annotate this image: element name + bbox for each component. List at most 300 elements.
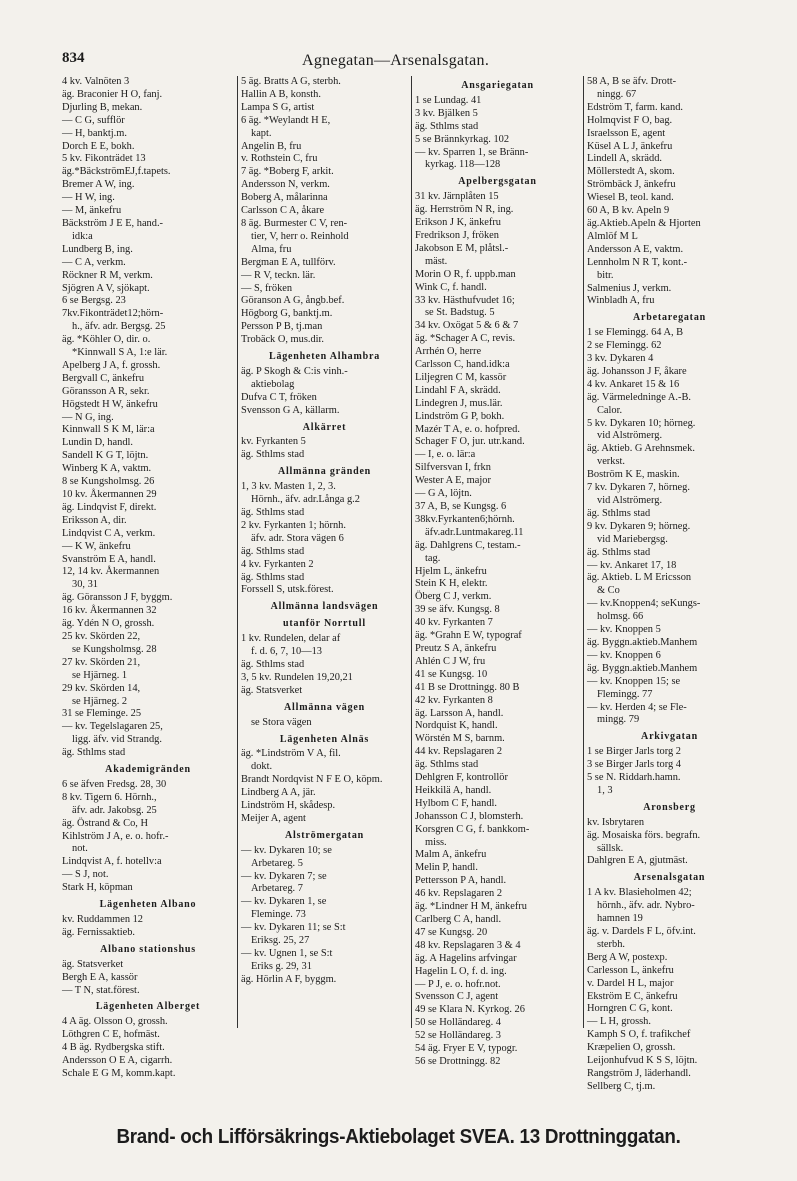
- directory-entry: bitr.: [597, 269, 614, 281]
- directory-entry: äg. Byggn.aktieb.Manhem: [587, 636, 698, 648]
- directory-entry: Carlesson L, änkefru: [587, 964, 674, 976]
- directory-entry: 1 se Birger Jarls torg 2: [587, 746, 681, 758]
- directory-entry: äg. Braconier H O, fanj.: [62, 88, 163, 100]
- directory-entry: Jakobson E M, plåtsl.-: [415, 242, 509, 254]
- directory-entry: hamnen 19: [597, 913, 643, 925]
- directory-entry: 7 kv. Dykaren 7, hörneg.: [587, 482, 690, 494]
- directory-entry: äg. A Hagelins arfvingar: [415, 952, 517, 964]
- directory-entry: 3 kv. Bjälken 5: [415, 107, 478, 119]
- directory-entry: 1, 3: [597, 784, 613, 796]
- street-heading: Alkärret: [302, 421, 347, 433]
- directory-entry: — L H, grossh.: [587, 1016, 651, 1028]
- directory-entry: äfv.adr.Luntmakareg.11: [425, 526, 524, 538]
- directory-entry: 4 B äg. Rydbergska stift.: [62, 1042, 165, 1054]
- directory-entry: äg.*BäckströmEJ,f.tapets.: [62, 166, 171, 178]
- directory-entry: vid Mariebergsg.: [597, 533, 668, 545]
- directory-entry: — T N, stat.förest.: [62, 984, 140, 996]
- directory-entry: 25 kv. Skörden 22,: [62, 630, 141, 642]
- directory-entry: — S J, not.: [62, 869, 109, 881]
- directory-entry: Israelsson E, agent: [587, 127, 666, 139]
- directory-entry: & Co: [597, 585, 620, 597]
- directory-entry: Lindberg A A, jär.: [241, 787, 316, 799]
- directory-entry: äg. *Köhler O, dir. o.: [62, 334, 151, 346]
- directory-entry: äg. Larsson A, handl.: [415, 707, 504, 719]
- directory-entry: Dufva C T, fröken: [241, 391, 317, 403]
- directory-entry: Lindegren J, mus.lär.: [415, 397, 503, 409]
- directory-entry: 9 kv. Dykaren 9; hörneg.: [587, 520, 691, 532]
- directory-entry: h., äfv. adr. Bergsg. 25: [72, 321, 166, 333]
- directory-entry: Trobäck O, mus.dir.: [241, 334, 325, 346]
- directory-entry: tier, V, herr o. Reinhold: [251, 230, 349, 242]
- directory-entry: 8 äg. Burmester C V, ren-: [241, 217, 348, 229]
- directory-entry: — kv. Knoppen 5: [587, 624, 661, 636]
- directory-entry: Kihlström J A, e. o. hofr.-: [62, 830, 169, 842]
- directory-entry: äg. v. Dardels F L, öfv.int.: [587, 926, 696, 937]
- directory-entry: 5 se N. Riddarh.hamn.: [587, 772, 681, 784]
- page-number: 834: [62, 50, 85, 66]
- directory-entry: 52 se Holländareg. 3: [415, 1030, 501, 1042]
- running-title: Agnegatan—Arsenalsgatan.: [302, 52, 490, 69]
- directory-entry: se Hjärneg. 2: [72, 695, 128, 707]
- directory-entry: 3 kv. Dykaren 4: [587, 353, 654, 365]
- directory-entry: äg. Herrström N R, ing.: [415, 204, 514, 216]
- directory-entry: äg. Värmeledninge A.-B.: [587, 391, 691, 403]
- directory-entry: kyrkag. 118—128: [425, 159, 501, 171]
- directory-entry: mingg. 79: [597, 714, 640, 726]
- directory-entry: Ekström E C, änkefru: [587, 990, 678, 1002]
- directory-entry: — G A, löjtn.: [415, 488, 472, 500]
- directory-entry: — kv. Dykaren 1, se: [241, 896, 327, 908]
- directory-entry: äfv. adr. Jakobsg. 25: [72, 804, 157, 816]
- directory-entry: Lindahl F A, skrädd.: [415, 384, 501, 396]
- directory-entry: Küsel A L J, änkefru: [587, 140, 673, 152]
- directory-entry: äg. Hörlin A F, byggm.: [241, 973, 337, 985]
- street-heading: Allmänna landsvägen: [270, 601, 379, 613]
- directory-entry: dokt.: [251, 761, 273, 773]
- directory-entry: — kv. Dykaren 7; se: [241, 870, 327, 882]
- directory-entry: äg. Dahlgrens C, testam.-: [415, 539, 521, 551]
- directory-entry: 7 äg. *Boberg F, arkit.: [241, 166, 334, 178]
- directory-entry: Kræpelien O, grossh.: [587, 1042, 676, 1054]
- directory-entry: Wörstén M S, barnm.: [415, 733, 505, 745]
- directory-entry: Andersson A E, vaktm.: [587, 243, 684, 255]
- directory-entry: 5 äg. Bratts A G, sterbh.: [241, 76, 341, 87]
- directory-entry: äg. Ydén N O, grossh.: [62, 618, 155, 630]
- directory-entry: 34 kv. Oxögat 5 & 6 & 7: [415, 320, 519, 332]
- directory-entry: äg. *Lindström V A, fil.: [241, 748, 341, 760]
- directory-entry: Stark H, köpman: [62, 882, 133, 894]
- column-1: [62, 76, 237, 1079]
- directory-entry: se Hjärneg. 1: [72, 669, 128, 681]
- directory-entry: äg. Mosaiska förs. begrafn.: [587, 829, 701, 841]
- directory-entry: — R V, teckn. lär.: [241, 269, 316, 281]
- street-heading: Aronsberg: [643, 801, 696, 813]
- directory-entry: 5 kv. Fikonträdet 13: [62, 153, 146, 165]
- directory-entry: Djurling B, mekan.: [62, 101, 143, 113]
- directory-entry: Brandt Nordqvist N F E O, köpm.: [241, 774, 383, 786]
- directory-entry: Sellberg C, tj.m.: [587, 1080, 656, 1092]
- directory-entry: äg. Byggn.aktieb.Manhem: [587, 662, 698, 674]
- directory-entry: Arrhén O, herre: [415, 346, 482, 358]
- directory-entry: Leijonhufvud K S S, löjtn.: [587, 1055, 698, 1067]
- directory-entry: Alma, fru: [251, 243, 292, 255]
- directory-entry: 4 A äg. Olsson O, grossh.: [62, 1016, 168, 1028]
- directory-entry: Holmqvist F O, bag.: [587, 114, 673, 126]
- directory-entry: Mazér T A, e. o. hofpred.: [415, 423, 520, 435]
- directory-entry: 39 se äfv. Kungsg. 8: [415, 604, 500, 616]
- directory-entry: Fleminge. 73: [251, 909, 306, 921]
- directory-entry: 29 kv. Skörden 14,: [62, 682, 141, 694]
- directory-entry: 1 se Lundag. 41: [415, 94, 482, 106]
- directory-entry: Lindström G P, bokh.: [415, 410, 505, 422]
- directory-entry: Lindström H, skådesp.: [241, 800, 336, 812]
- directory-entry: — H, banktj.m.: [62, 127, 127, 139]
- directory-entry: Hallin A B, konsth.: [241, 88, 321, 100]
- directory-entry: kv. Fyrkanten 5: [241, 436, 306, 448]
- directory-entry: Eriksson A, dir.: [62, 514, 127, 526]
- directory-entry: 58 A, B se äfv. Drott-: [587, 76, 677, 87]
- directory-entry: sällsk.: [597, 842, 624, 854]
- directory-entry: Stein K H, elektr.: [415, 578, 488, 590]
- directory-entry: 16 kv. Åkermannen 32: [62, 605, 157, 617]
- directory-entry: ligg. äfv. vid Strandg.: [72, 734, 162, 746]
- directory-entry: Lindell A, skrädd.: [587, 153, 663, 165]
- directory-entry: Forssell S, utsk.förest.: [241, 584, 334, 596]
- directory-entry: 12, 14 kv. Åkermannen: [62, 566, 160, 578]
- page-header: [62, 48, 747, 76]
- directory-entry: kv. Ruddammen 12: [62, 914, 143, 925]
- directory-entry: äg. Johansson J F, åkare: [587, 365, 687, 377]
- directory-entry: äg. Sthlms stad: [62, 747, 126, 759]
- directory-entry: Lindqvist A, f. hotellv:a: [62, 856, 162, 868]
- directory-entry: äg. Östrand & Co, H: [62, 817, 149, 829]
- directory-entry: Löthgren C E, hofmäst.: [62, 1029, 160, 1041]
- directory-entry: Silfversvan I, frkn: [415, 462, 491, 474]
- directory-entry: — kv. Knoppen 15; se: [587, 675, 681, 687]
- directory-entry: Eriksg. 25, 27: [251, 935, 310, 947]
- directory-entry: äg. Sthlms stad: [415, 759, 479, 771]
- directory-entry: Sjögren A V, sjökapt.: [62, 282, 150, 294]
- directory-entry: Fredrikson J, fröken: [415, 229, 499, 241]
- directory-entry: Boberg A, målarinna: [241, 192, 328, 204]
- directory-entry: äg. Göransson J F, byggm.: [62, 592, 173, 604]
- directory-entry: Lundin D, handl.: [62, 437, 133, 449]
- directory-entry: — kv. Dykaren 10; se: [241, 844, 332, 856]
- directory-entry: hörnh., äfv. adr. Nybro-: [597, 900, 695, 912]
- directory-entry: Hjelm L, änkefru: [415, 565, 487, 577]
- directory-entry: Göranson A G, ångb.bef.: [241, 295, 345, 307]
- directory-entry: 44 kv. Repslagaren 2: [415, 746, 503, 758]
- directory-entry: 1 A kv. Blasieholmen 42;: [587, 887, 692, 899]
- directory-entry: äg. Sthlms stad: [587, 507, 651, 519]
- directory-entry: 6 se Bergsg. 23: [62, 295, 126, 307]
- directory-entry: Sandell K G T, löjtn.: [62, 450, 149, 462]
- directory-entry: 50 se Holländareg. 4: [415, 1017, 501, 1029]
- directory-entry: äg. Sthlms stad: [587, 546, 651, 558]
- directory-entry: 4 kv. Fyrkanten 2: [241, 558, 314, 570]
- directory-entry: Bergvall C, änkefru: [62, 372, 145, 384]
- directory-entry: se Stora vägen: [251, 716, 312, 728]
- directory-entry: äg. Sthlms stad: [241, 658, 305, 670]
- directory-entry: äg. Lindqvist F, direkt.: [62, 501, 157, 513]
- directory-entry: aktiebolag: [251, 378, 295, 390]
- street-heading: Akademigränden: [105, 764, 191, 776]
- directory-entry: — kv. Tegelslagaren 25,: [62, 721, 163, 733]
- directory-entry: kapt.: [251, 127, 272, 139]
- directory-entry: — kv. Ankaret 17, 18: [587, 559, 677, 571]
- directory-entry: Arbetareg. 5: [251, 857, 303, 869]
- directory-entry: Bergman E A, tullförv.: [241, 256, 336, 268]
- directory-entry: — kv. Dykaren 11; se S:t: [241, 922, 346, 934]
- directory-entry: vid Alströmerg.: [597, 495, 663, 506]
- directory-entry: äg. Sthlms stad: [241, 507, 305, 518]
- directory-entry: — M, änkefru: [62, 205, 122, 217]
- directory-entry: 48 kv. Repslagaren 3 & 4: [415, 939, 521, 951]
- directory-entry: 5 kv. Dykaren 10; hörneg.: [587, 417, 696, 429]
- directory-columns: [62, 76, 752, 1092]
- directory-entry: Wink C, f. handl.: [415, 281, 487, 293]
- directory-entry: Bergh E A, kassör: [62, 971, 138, 983]
- directory-entry: Berg A W, postexp.: [587, 951, 668, 963]
- directory-entry: Apelberg J A, f. grossh.: [62, 359, 161, 371]
- directory-entry: 1 kv. Rundelen, delar af: [241, 633, 341, 645]
- directory-entry: 31 kv. Järnplåten 15: [415, 191, 499, 203]
- directory-entry: Rangström J, läderhandl.: [587, 1067, 691, 1079]
- directory-entry: verkst.: [597, 456, 625, 468]
- directory-entry: 31 se Fleminge. 25: [62, 708, 142, 720]
- directory-entry: kv. Isbrytaren: [587, 816, 645, 828]
- directory-entry: äg. Aktieb. G Arehnsmek.: [587, 443, 695, 455]
- street-heading: Arsenalsgatan: [633, 872, 706, 884]
- directory-entry: — kv. Sparren 1, se Bränn-: [415, 146, 529, 158]
- directory-entry: vid Alströmerg.: [597, 430, 663, 442]
- directory-entry: Preutz S A, änkefru: [415, 642, 497, 654]
- directory-entry: 2 kv. Fyrkanten 1; hörnh.: [241, 519, 346, 531]
- directory-entry: Edström T, farm. kand.: [587, 101, 683, 113]
- directory-entry: miss.: [425, 836, 447, 848]
- directory-entry: 1 se Flemingg. 64 A, B: [587, 327, 684, 339]
- directory-entry: 5 se Brännkyrkag. 102: [415, 133, 510, 145]
- directory-entry: Dahlgren E A, gjutmäst.: [587, 855, 688, 867]
- directory-entry: v. Rothstein C, fru: [241, 153, 318, 165]
- directory-entry: not.: [72, 843, 88, 855]
- directory-entry: v. Dardel H L, major: [587, 977, 674, 989]
- directory-entry: 4 kv. Ankaret 15 & 16: [587, 378, 680, 390]
- directory-entry: Arbetareg. 7: [251, 883, 303, 895]
- directory-entry: 8 se Kungsholmsg. 26: [62, 476, 155, 488]
- directory-entry: äg. P Skogh & C:is vinh.-: [241, 365, 348, 377]
- directory-entry: Boström K E, maskin.: [587, 469, 680, 481]
- directory-entry: äg. Statsverket: [62, 958, 124, 970]
- directory-entry: Almlöf M L: [587, 230, 638, 242]
- directory-entry: Korsgren C G, f. bankkom-: [415, 823, 530, 835]
- directory-entry: idk:a: [72, 230, 93, 242]
- directory-entry: Röckner R M, verkm.: [62, 269, 153, 281]
- directory-entry: Ahlén C J W, fru: [415, 655, 486, 667]
- directory-entry: Hörnh., äfv. adr.Långa g.2: [251, 494, 360, 506]
- directory-entry: Andersson O E A, cigarrh.: [62, 1055, 173, 1067]
- directory-entry: Eriks g. 29, 31: [251, 960, 312, 972]
- directory-entry: — S, fröken: [241, 282, 293, 294]
- directory-entry: 54 äg. Fryer E V, typogr.: [415, 1043, 518, 1055]
- directory-entry: — K W, änkefru: [62, 540, 131, 552]
- directory-entry: Persson P B, tj.man: [241, 321, 323, 333]
- directory-entry: Andersson N, verkm.: [241, 179, 330, 191]
- advertisement-footer: Brand- och Lifförsäkrings-Aktiebolaget SVEA. 13 Drottninggatan.: [116, 1126, 681, 1148]
- directory-entry: Strömbäck J, änkefru: [587, 179, 676, 191]
- directory-entry: 38kv.Fyrkanten6;hörnh.: [415, 513, 515, 525]
- directory-entry: 40 kv. Fyrkanten 7: [415, 617, 493, 629]
- directory-entry: äg. *Grahn E W, typograf: [415, 630, 522, 642]
- directory-entry: Dorch E E, bokh.: [62, 140, 135, 152]
- directory-entry: Möllerstedt A, skom.: [587, 166, 675, 178]
- directory-entry: Winbladh A, fru: [587, 295, 655, 307]
- directory-entry: 10 kv. Åkermannen 29: [62, 489, 157, 500]
- directory-entry: — I, e. o. lär:a: [415, 449, 476, 461]
- directory-entry: Carlberg C A, handl.: [415, 914, 502, 925]
- directory-entry: Carlsson C, hand.idk:a: [415, 359, 510, 371]
- directory-entry: äg.Aktieb.Apeln & Hjorten: [587, 217, 701, 229]
- street-heading: Arkivgatan: [641, 731, 698, 743]
- directory-entry: Öberg C J, verkm.: [415, 591, 492, 603]
- directory-entry: 1, 3 kv. Masten 1, 2, 3.: [241, 481, 336, 493]
- directory-entry: 30, 31: [72, 579, 98, 591]
- directory-entry: 49 se Klara N. Kyrkog. 26: [415, 1004, 525, 1016]
- directory-entry: äg. Statsverket: [241, 684, 303, 696]
- street-heading: Allmänna vägen: [284, 701, 365, 713]
- directory-entry: Meijer A, agent: [241, 812, 306, 824]
- directory-entry: äg. *Lindner H M, änkefru: [415, 901, 527, 913]
- column-4: [583, 76, 752, 1092]
- directory-entry: Salmenius J, verkm.: [587, 282, 672, 294]
- directory-entry: ningg. 67: [597, 88, 637, 100]
- directory-entry: äg. Sthlms stad: [415, 120, 479, 132]
- directory-entry: 42 kv. Fyrkanten 8: [415, 694, 493, 706]
- directory-entry: 6 se äfven Fredsg. 28, 30: [62, 778, 167, 790]
- street-heading: Lägenheten Alberget: [95, 1001, 201, 1013]
- directory-entry: Wester A E, major: [415, 475, 491, 487]
- directory-entry: Högstedt H W, änkefru: [62, 398, 158, 410]
- street-heading: Allmänna gränden: [277, 466, 372, 478]
- directory-entry: Bremer A W, ing.: [62, 179, 135, 191]
- directory-entry: holmsg. 66: [597, 611, 644, 623]
- directory-entry: Högborg G, banktj.m.: [241, 308, 333, 320]
- directory-entry: Johansson C J, blomsterh.: [415, 810, 524, 822]
- directory-entry: Morin O R, f. uppb.man: [415, 268, 516, 280]
- directory-entry: — kv. Knoppen 6: [587, 649, 661, 661]
- directory-entry: äg. *Schager A C, revis.: [415, 333, 516, 345]
- directory-entry: Kamph S O, f. trafikchef: [587, 1029, 691, 1041]
- column-2: [237, 76, 411, 1028]
- directory-entry: äfv. adr. Stora vägen 6: [251, 532, 344, 544]
- directory-entry: 2 se Flemingg. 62: [587, 340, 662, 352]
- directory-entry: Horngren C G, kont.: [587, 1003, 673, 1015]
- directory-entry: äg. Sthlms stad: [241, 545, 305, 557]
- directory-entry: äg. Sthlms stad: [241, 449, 305, 461]
- directory-entry: — C G, sufflör: [62, 114, 125, 126]
- directory-entry: — kv. Herden 4; se Fle-: [587, 701, 687, 713]
- directory-entry: 56 se Drottningg. 82: [415, 1055, 501, 1067]
- directory-entry: — kv.Knoppen4; seKungs-: [587, 598, 701, 610]
- directory-entry: Erikson J K, änkefru: [415, 217, 501, 229]
- directory-entry: Svanström E A, handl.: [62, 553, 156, 565]
- street-heading: Apelbergsgatan: [458, 176, 537, 188]
- directory-entry: Carlsson C A, åkare: [241, 205, 325, 217]
- directory-entry: *Kinnwall S A, 1:e lär.: [72, 347, 168, 359]
- directory-entry: äg. Aktieb. L M Ericsson: [587, 572, 692, 584]
- directory-entry: Winberg K A, vaktm.: [62, 463, 152, 475]
- directory-entry: sterbh.: [597, 938, 625, 950]
- directory-entry: — C A, verkm.: [62, 256, 126, 268]
- directory-entry: — kv. Ugnen 1, se S:t: [241, 948, 333, 959]
- directory-entry: 41 B se Drottningg. 80 B: [415, 681, 520, 693]
- directory-entry: 27 kv. Skörden 21,: [62, 656, 141, 668]
- street-heading: Albano stationshus: [100, 943, 196, 955]
- directory-entry: Wiesel B, teol. kand.: [587, 192, 674, 204]
- directory-entry: se St. Badstug. 5: [425, 307, 495, 319]
- directory-entry: Lennholm N R T, kont.-: [587, 256, 688, 268]
- street-heading: Alströmergatan: [285, 829, 364, 841]
- directory-entry: Calor.: [597, 404, 623, 416]
- directory-entry: 3, 5 kv. Rundelen 19,20,21: [241, 671, 353, 683]
- directory-entry: Svensson C J, agent: [415, 991, 499, 1003]
- directory-entry: Angelin B, fru: [241, 140, 302, 152]
- directory-entry: tag.: [425, 552, 441, 564]
- directory-entry: 37 A, B, se Kungsg. 6: [415, 501, 507, 512]
- column-3: [411, 76, 583, 1067]
- directory-entry: 4 kv. Valnöten 3: [62, 76, 130, 87]
- directory-entry: Svensson G A, källarm.: [241, 404, 340, 416]
- directory-entry: 3 se Birger Jarls torg 4: [587, 759, 681, 771]
- directory-entry: Pettersson P A, handl.: [415, 875, 507, 887]
- directory-entry: Malm A, änkefru: [415, 849, 487, 861]
- directory-entry: — P J, e. o. hofr.not.: [415, 978, 501, 990]
- directory-entry: Lindqvist C A, verkm.: [62, 527, 156, 539]
- directory-entry: — H W, ing.: [62, 192, 115, 204]
- directory-entry: Melin P, handl.: [415, 862, 478, 874]
- directory-entry: Nordquist K, handl.: [415, 720, 498, 732]
- directory-entry: Lampa S G, artist: [241, 101, 315, 113]
- directory-entry: Hagelin L O, f. d. ing.: [415, 965, 507, 977]
- street-heading: Lägenheten Alhambra: [268, 351, 381, 363]
- directory-entry: Schager F O, jur. utr.kand.: [415, 436, 525, 448]
- directory-entry: Liljegren C M, kassör: [415, 371, 507, 383]
- directory-entry: Göransson A R, sekr.: [62, 385, 150, 397]
- directory-entry: äg. Sthlms stad: [241, 571, 305, 583]
- directory-entry: Flemingg. 77: [597, 688, 653, 700]
- directory-entry: 41 se Kungsg. 10: [415, 668, 488, 680]
- directory-entry: se Kungsholmsg. 28: [72, 643, 157, 655]
- directory-entry: äg. Fernissaktieb.: [62, 926, 136, 938]
- directory-entry: 33 kv. Hästhufvudet 16;: [415, 294, 515, 306]
- street-heading: Arbetaregatan: [633, 312, 706, 324]
- directory-entry: — N G, ing.: [62, 411, 114, 423]
- directory-entry: 60 A, B kv. Apeln 9: [587, 205, 670, 217]
- street-heading: utanför Norrtull: [283, 618, 366, 630]
- street-heading: Lägenheten Alnäs: [279, 733, 370, 745]
- directory-entry: Lundberg B, ing.: [62, 243, 133, 255]
- directory-entry: Dehlgren F, kontrollör: [415, 772, 508, 784]
- directory-entry: 47 se Kungsg. 20: [415, 926, 488, 938]
- directory-entry: f. d. 6, 7, 10—13: [251, 646, 322, 658]
- directory-entry: 7kv.Fikonträdet12;hörn-: [62, 308, 164, 320]
- directory-entry: 8 kv. Tigern 6. Hörnh.,: [62, 791, 157, 803]
- directory-entry: Heikkilä A, handl.: [415, 784, 492, 796]
- street-heading: Lägenheten Albano: [99, 899, 197, 911]
- directory-entry: 46 kv. Repslagaren 2: [415, 888, 503, 900]
- directory-entry: Kinnwall S K M, lär:a: [62, 424, 155, 436]
- directory-entry: 6 äg. *Weylandt H E,: [241, 114, 331, 126]
